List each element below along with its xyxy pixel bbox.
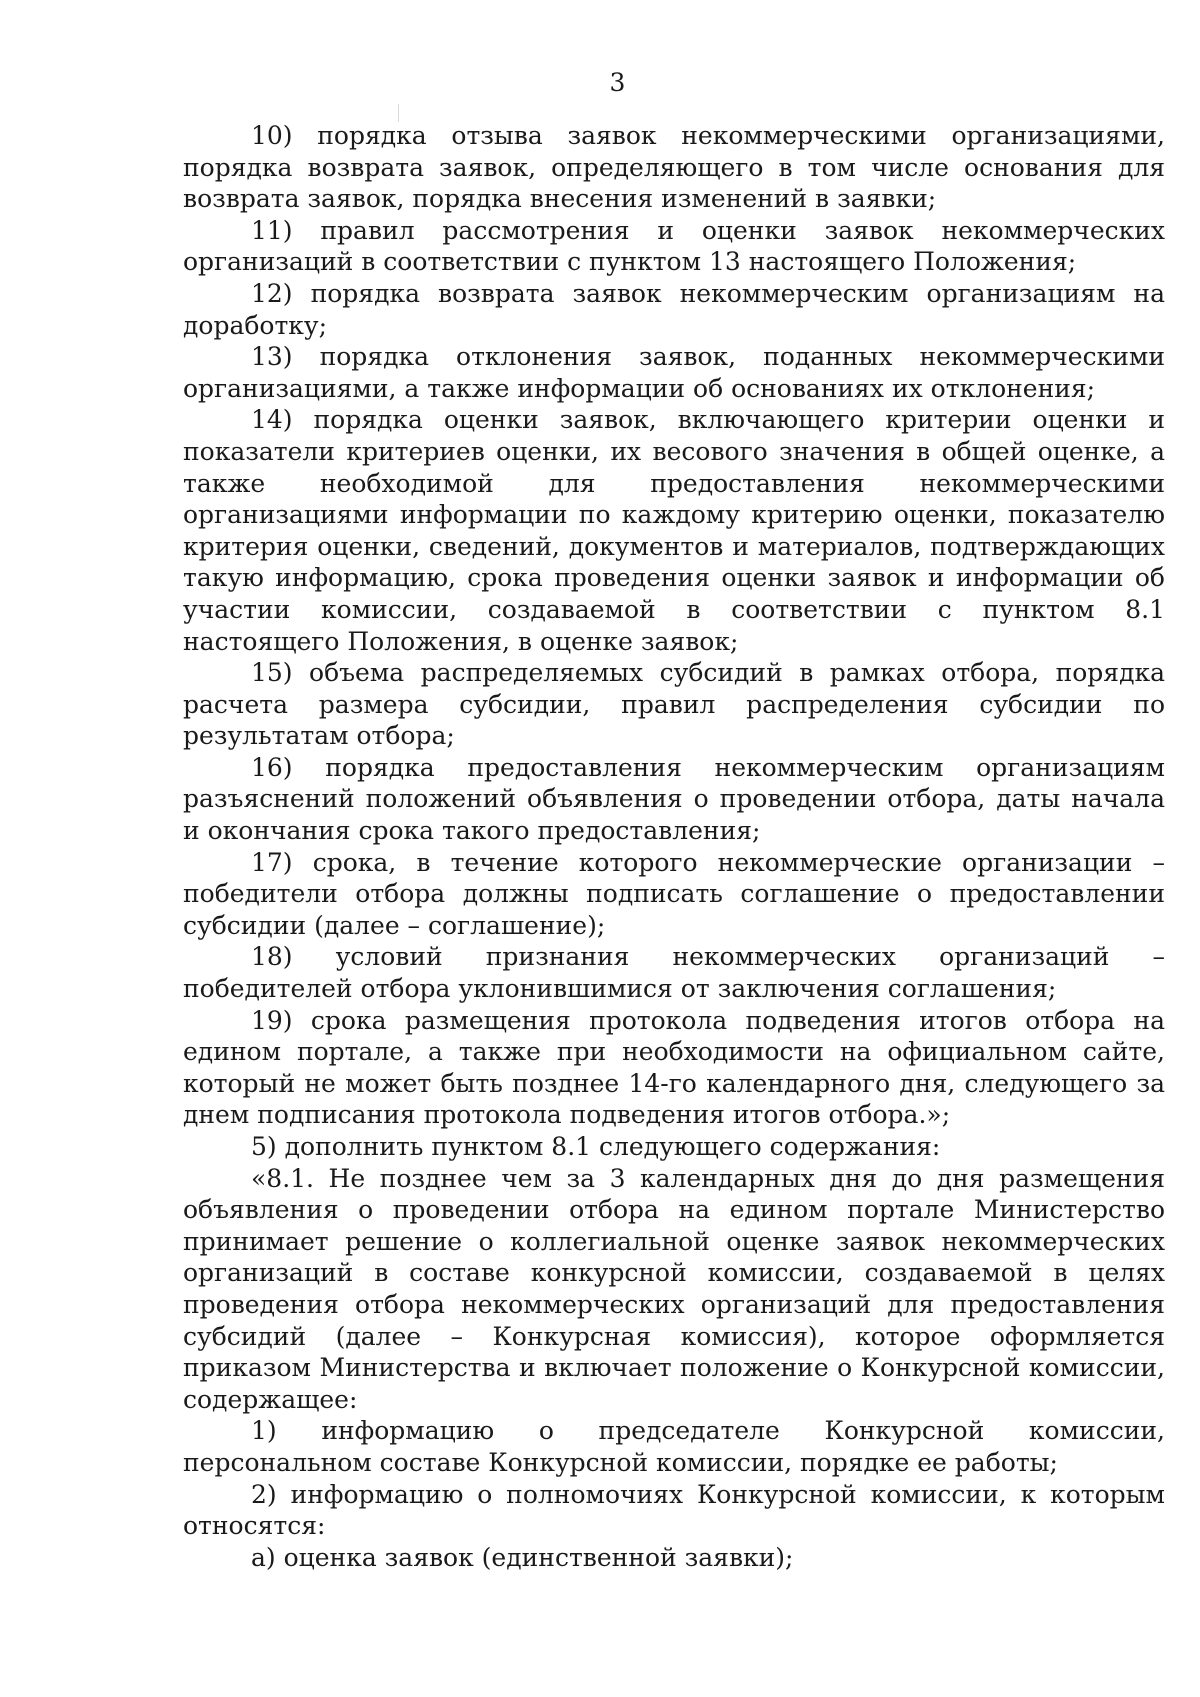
paragraph: «8.1. Не позднее чем за 3 календарных дня до дня размещения объявления о проведении отбора на едином портале Министерство принимает решение о коллегиальной оценке заявок некоммерческих организаций в составе конкурсной комиссии, создаваемой в целях проведения отбора некоммерческих организаций для предоставления субсидий (далее – Конкурсная комиссия), которое оформляется приказом Министерства и включает положение о Конкурсной комиссии, содержащее: [183, 1163, 1165, 1414]
paragraph: 5) дополнить пунктом 8.1 следующего содержания: [251, 1132, 941, 1161]
paragraph: а) оценка заявок (единственной заявки); [251, 1542, 794, 1572]
paragraph: 12) порядка возврата заявок некоммерческим организациям на доработку; [183, 278, 1165, 340]
paragraph: 11) правил рассмотрения и оценки заявок некоммерческих организаций в соответствии с пунктом 13 настоящего Положения; [183, 215, 1165, 277]
paragraph: 13) порядка отклонения заявок, поданных некоммерческими организациями, а также информации об основаниях их отклонения; [183, 342, 1165, 403]
paragraph: 1) информацию о председателе Конкурсной комиссии, персональном составе Конкурсной комиссии, порядке ее работы; [183, 1416, 1165, 1477]
paragraph: 17) срока, в течение которого некоммерческие организации – победители отбора должны подписать соглашение о предоставлении субсидии (далее – соглашение); [183, 847, 1165, 940]
paragraph: 10) порядка отзыва заявок некоммерческими организациями, порядка возврата заявок, определяющего в том числе основания для возврата заявок, порядка внесения изменений в заявки; [183, 121, 1165, 214]
paragraph: 14) порядка оценки заявок, включающего критерии оценки и показатели критериев оценки, их весового значения в общей оценке, а также необходимой для предоставления некоммерческими организациями информации по каждому критерию оценки, показателю критерия оценки, сведений, документов и материалов, подтверждающих такую информацию, срока проведения оценки заявок и информации об участии комиссии, создаваемой в соответствии с пунктом 8.1 настоящего Положения, в оценке заявок; [183, 405, 1165, 656]
paragraph: 18) условий признания некоммерческих организаций – победителей отбора уклонившимися от заключения соглашения; [183, 942, 1165, 1004]
document-body [183, 120, 1165, 1573]
paragraph: 2) информацию о полномочиях Конкурсной комиссии, к которым относятся: [183, 1479, 1165, 1541]
paragraph: 15) объема распределяемых субсидий в рамках отбора, порядка расчета размера субсидии, правил распределения субсидии по результатам отбора; [183, 658, 1165, 751]
page-number: 3 [609, 68, 626, 97]
paragraph: 16) порядка предоставления некоммерческим организациям разъяснений положений объявления о проведении отбора, даты начала и окончания срока такого предоставления; [183, 752, 1165, 846]
paragraph: 19) срока размещения протокола подведения итогов отбора на едином портале, а также при необходимости на официальном сайте, который не может быть позднее 14-го календарного дня, следующего за днем подписания протокола подведения итогов отбора.»; [183, 1005, 1165, 1130]
